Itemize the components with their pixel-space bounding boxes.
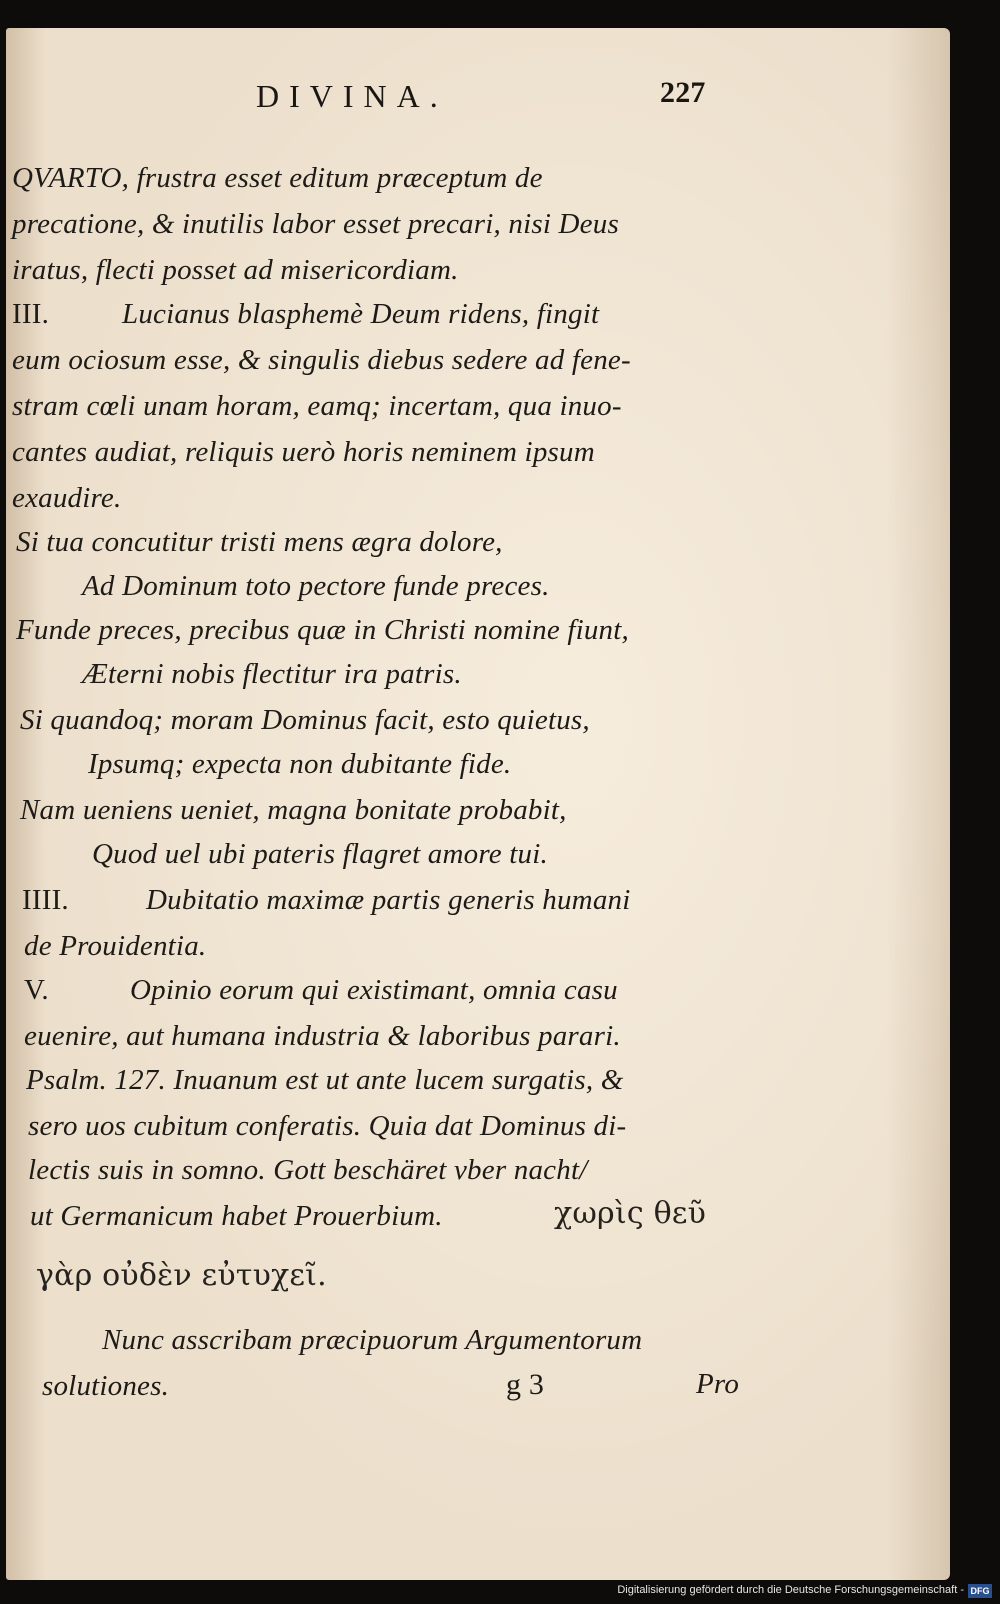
greek-handwritten-note: γὰρ οὐδὲν εὐτυχεῖ.	[36, 1258, 327, 1293]
section-line	[24, 974, 618, 1007]
text-line: QVARTO, frustra esset editum præceptum de	[12, 162, 543, 194]
greek-handwritten-note: χωρὶς θεῦ	[554, 1196, 707, 1231]
text-line: de Prouidentia.	[24, 930, 207, 962]
book-page	[6, 28, 950, 1580]
verse-line: Æterni nobis flectitur ira patris.	[82, 658, 462, 690]
text-line: precatione, & inutilis labor esset precari, nisi Deus	[12, 208, 619, 240]
text-line: cantes audiat, reliquis uerò horis neminem ipsum	[12, 436, 595, 468]
text-line: ut Germanicum habet Prouerbium.	[30, 1200, 443, 1232]
verse-line: Ad Dominum toto pectore funde preces.	[82, 570, 550, 602]
text-line: lectis suis in somno. Gott beschäret vber nacht/	[28, 1154, 588, 1186]
footer-bar	[0, 1580, 1000, 1604]
verse-line: Si quandoq; moram Dominus facit, esto quietus,	[20, 704, 590, 736]
text-line: eum ociosum esse, & singulis diebus sedere ad fene-	[12, 344, 631, 376]
text-line: Nunc asscribam præcipuorum Argumentorum	[102, 1324, 643, 1356]
text-line: iratus, flecti posset ad misericordiam.	[12, 254, 459, 286]
text-line: exaudire.	[12, 482, 122, 514]
section-numeral: IIII.	[22, 884, 69, 916]
verse-line: Funde preces, precibus quæ in Christi nomine fiunt,	[16, 614, 629, 646]
dfg-logo-icon: DFG	[968, 1584, 992, 1598]
text-line: sero uos cubitum conferatis. Quia dat Dominus di-	[28, 1110, 627, 1142]
running-title: DIVINA.	[256, 78, 448, 114]
signature-mark: g 3	[506, 1368, 545, 1401]
section-numeral: V.	[24, 974, 49, 1006]
page-text	[6, 28, 950, 1580]
footer-credit: Digitalisierung gefördert durch die Deutsche Forschungsgemeinschaft -	[617, 1584, 964, 1596]
page-number: 227	[660, 76, 706, 109]
text-line: stram cœli unam horam, eamq; incertam, qua inuo-	[12, 390, 622, 422]
text-line: solutiones.	[42, 1370, 170, 1402]
section-line	[22, 884, 631, 917]
text-line: euenire, aut humana industria & laboribus parari.	[24, 1020, 621, 1052]
text-line: Psalm. 127. Inuanum est ut ante lucem surgatis, &	[26, 1064, 624, 1096]
section-line	[12, 298, 599, 331]
verse-line: Quod uel ubi pateris flagret amore tui.	[92, 838, 548, 870]
text-line: Opinio eorum qui existimant, omnia casu	[130, 974, 618, 1006]
text-line: Lucianus blasphemè Deum ridens, fingit	[122, 298, 600, 330]
section-numeral: III.	[12, 298, 50, 330]
verse-line: Ipsumq; expecta non dubitante fide.	[88, 748, 512, 780]
verse-line: Nam ueniens ueniet, magna bonitate probabit,	[20, 794, 567, 826]
text-line: Dubitatio maximæ partis generis humani	[146, 884, 631, 916]
catchword: Pro	[696, 1368, 740, 1400]
verse-line: Si tua concutitur tristi mens ægra dolore,	[16, 526, 503, 558]
